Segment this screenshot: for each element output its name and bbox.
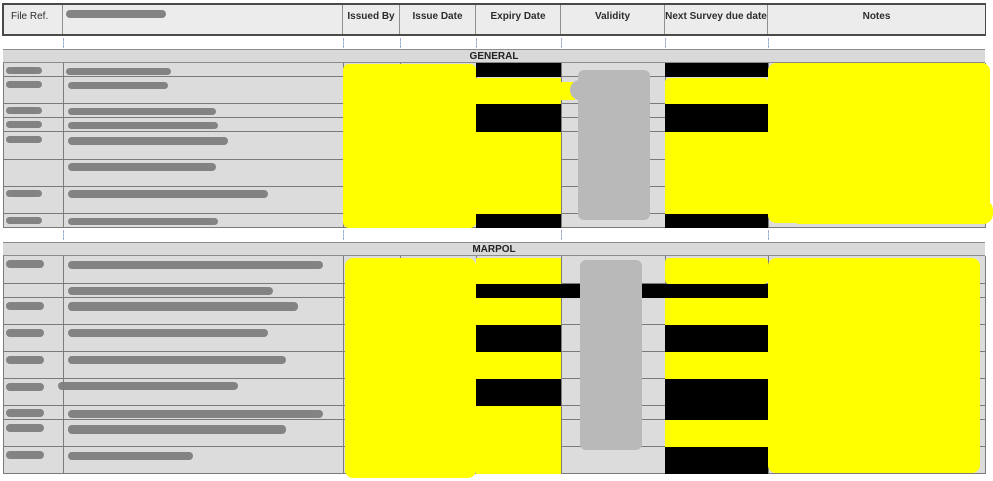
gridline [476,38,477,48]
blackout-expiry [476,325,561,352]
redaction-mark [6,329,44,337]
redaction-mark [6,217,42,224]
gridline [3,63,4,228]
redaction-mark [6,409,44,417]
redaction-mark [68,410,323,418]
redaction-mark [6,190,42,197]
highlight-expiry [476,298,561,325]
redaction-mark [6,302,44,310]
gridline [343,256,344,474]
redaction-mark [68,425,286,434]
highlight-expiry [476,406,561,474]
redaction-mark [6,356,44,364]
highlight-notes [768,258,980,473]
gridline [561,38,562,48]
redaction-mark [68,190,268,198]
highlight-next-survey [665,352,768,379]
redaction-mark [6,424,44,432]
highlight-expiry [476,78,561,228]
redaction-mark [68,302,298,311]
highlight-next-survey [665,258,768,284]
redaction-mark [68,137,228,145]
blackout-survey [665,63,768,77]
col-header-issue-date: Issue Date [400,5,476,34]
redaction-mark [68,356,286,364]
highlight-issued-issue [343,64,476,228]
redaction-mark [68,218,218,225]
gridline [561,230,562,240]
gridline [665,38,666,48]
redaction-mark [68,108,216,115]
redaction-mark [68,287,273,295]
gridline [985,256,986,474]
blackout-expiry [476,63,561,77]
redaction-mark [68,163,216,171]
redaction-mark [6,107,42,114]
redaction-mark [66,10,166,18]
highlight-expiry [476,352,561,379]
blackout-survey [665,104,768,132]
gridline [343,230,344,240]
section-header-marpol: MARPOL [3,242,985,256]
col-header-notes: Notes [768,5,985,34]
redaction-mark [68,82,168,89]
redaction-mark [6,260,44,268]
highlight-issued-issue [345,258,476,478]
redaction-mark [58,382,238,390]
blackout-survey [665,214,768,228]
gridline [400,38,401,48]
gridline [63,63,64,228]
redaction-mark [68,329,268,337]
highlight-notes [768,63,990,223]
redaction-mark [68,452,193,460]
section-header-general: GENERAL [3,49,985,63]
redaction-mark [6,67,42,74]
col-header-expiry-date: Expiry Date [476,5,561,34]
redaction-mark [66,68,171,75]
highlight-expiry [476,258,561,284]
highlight-notes-tail [790,200,993,224]
redaction-mark [6,383,44,391]
col-header-next-survey: Next Survey due date [665,5,768,34]
blackout-expiry [476,104,561,132]
redaction-mark [68,261,323,269]
blackout-survey [665,379,768,420]
blackout-survey [665,325,768,352]
col-header-file-ref: File Ref. [4,5,63,34]
gridline [768,38,769,48]
gridline [3,256,4,474]
highlight-next-survey [665,78,768,223]
validity-scribble [580,260,642,450]
col-header-issued-by: Issued By [343,5,400,34]
col-header-validity: Validity [561,5,665,34]
blackout-survey [665,447,768,474]
gridline [768,230,769,240]
gridline [63,38,64,48]
blackout-expiry [476,214,561,228]
redaction-mark [6,451,44,459]
redaction-mark [6,136,42,143]
highlight-next-survey [665,420,768,447]
redaction-mark [6,81,42,88]
redaction-mark [68,122,218,129]
blackout-expiry [476,379,561,406]
gridline [63,256,64,474]
validity-scribble [570,80,600,100]
gridline [63,230,64,240]
highlight-next-survey [665,298,768,325]
redaction-mark [6,121,42,128]
gridline [343,38,344,48]
